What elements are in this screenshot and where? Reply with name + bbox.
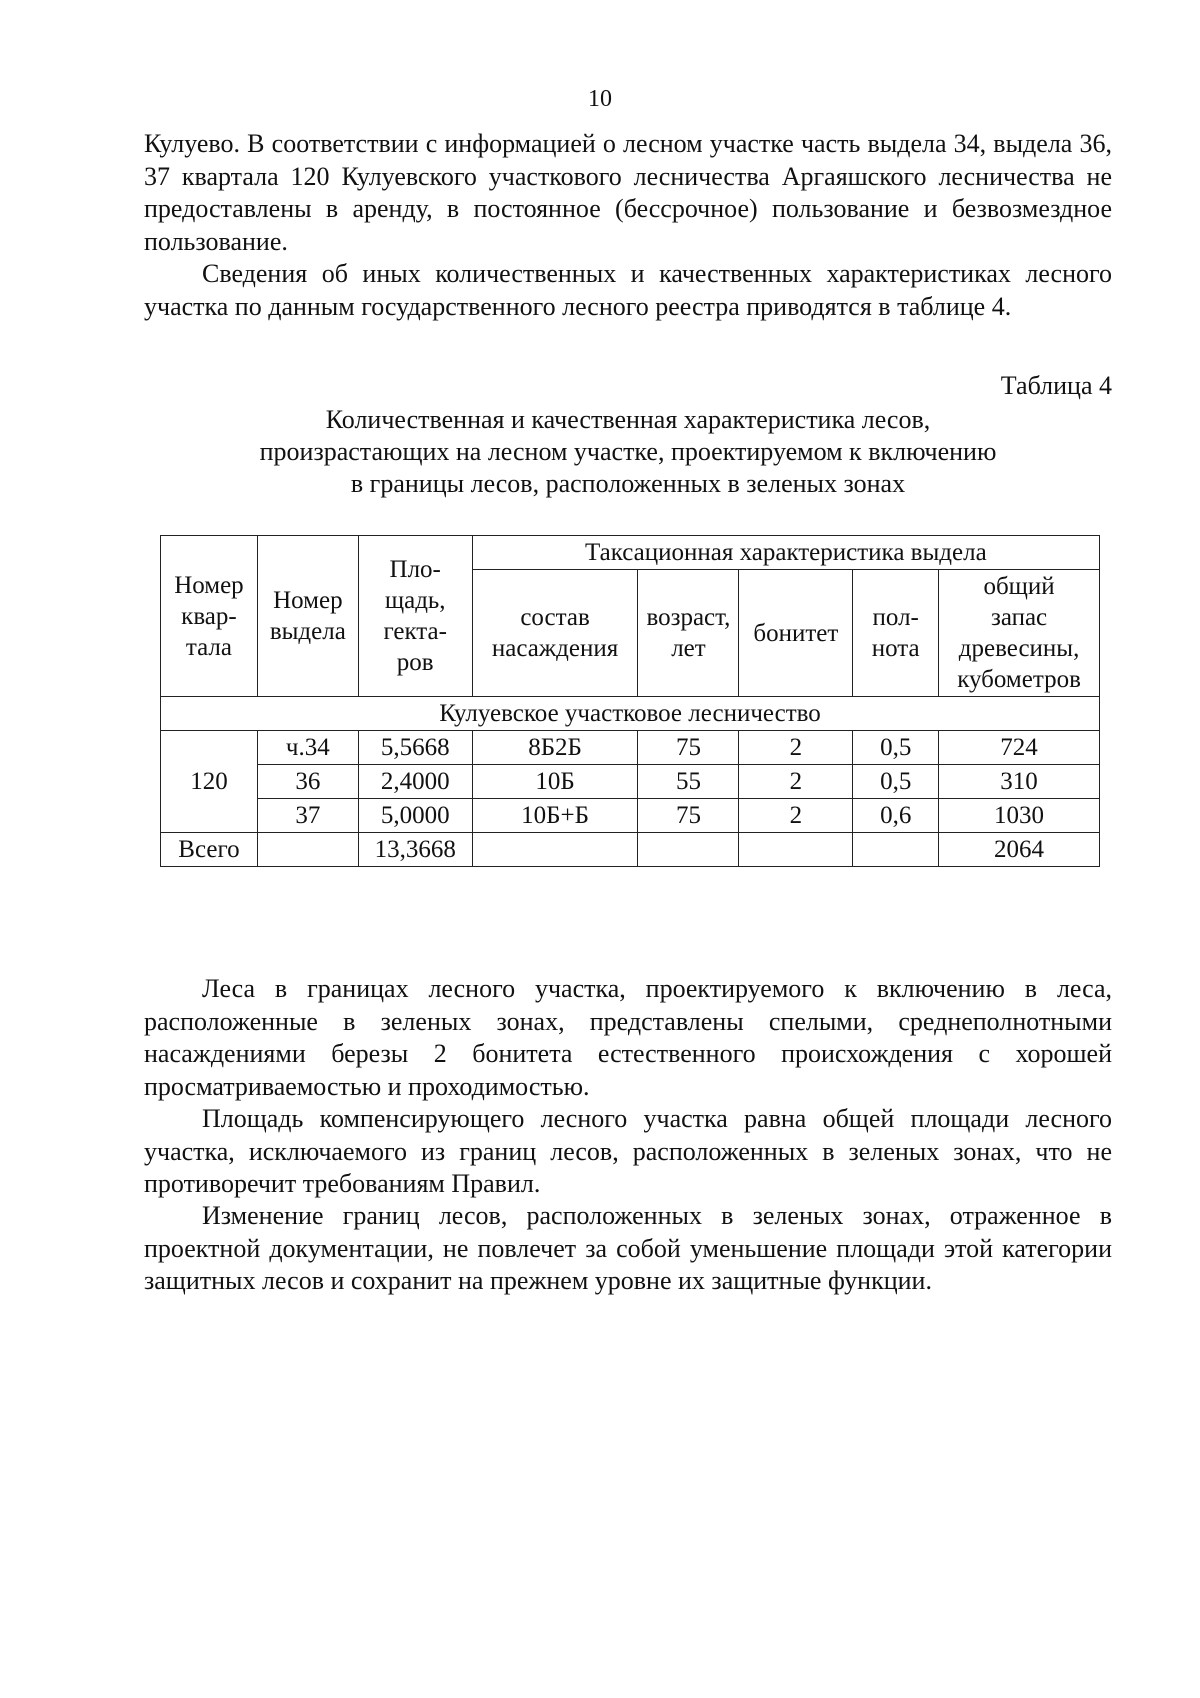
table-label: Таблица 4 [1000,371,1112,400]
total-stock-cell: 2064 [939,833,1100,867]
bonitet-cell: 2 [739,731,853,765]
composition-cell: 10Б [472,765,638,799]
header-age: возраст, лет [638,570,739,697]
header-density: пол- нота [853,570,939,697]
area-cell: 5,0000 [358,799,472,833]
table-caption-line: Количественная и качественная характеристика лесов, [325,405,931,434]
table-row [161,765,1100,799]
header-taxation-group: Таксационная характеристика выдела [472,536,1099,570]
paragraph-1: Кулуево. В соответствии с информацией о лесном участке часть выдела 34, выдела 36, 37 квартала 120 Кулуевского участкового лесничества Аргаяшского лесничества не предоставлены в аренду, в постоянное (бессрочное) пользование и безвозмездное пользование. [144,129,1112,256]
quarter-cell: 120 [161,731,258,833]
total-label-cell: Всего [161,833,258,867]
header-stock: общий запас древесины, кубометров [939,570,1100,697]
header-allotment-number: Номер выдела [257,536,358,697]
age-cell: 75 [638,799,739,833]
composition-cell: 10Б+Б [472,799,638,833]
paragraph-3: Леса в границах лесного участка, проектируемого к включению в леса, расположенные в зеленых зонах, представлены спелыми, среднеполнотными насаждениями березы 2 бонитета естественного происхождения с хорошей просматриваемостью и проходимостью. [144,974,1112,1101]
table-row [161,799,1100,833]
section-title: Кулуевское участковое лесничество [161,697,1100,731]
density-cell: 0,5 [853,731,939,765]
bonitet-cell: 2 [739,765,853,799]
stock-cell: 310 [939,765,1100,799]
paragraph-2: Сведения об иных количественных и качественных характеристиках лесного участка по данным государственного лесного реестра приводятся в таблице 4. [144,259,1112,321]
area-cell: 5,5668 [358,731,472,765]
stock-cell: 1030 [939,799,1100,833]
age-cell: 55 [638,765,739,799]
empty-cell [472,833,638,867]
header-bonitet: бонитет [739,570,853,697]
page-number: 10 [588,86,612,112]
header-area: Пло- щадь, гекта- ров [358,536,472,697]
empty-cell [257,833,358,867]
composition-cell: 8Б2Б [472,731,638,765]
empty-cell [739,833,853,867]
total-row [161,833,1100,867]
table-row [161,731,1100,765]
empty-cell [853,833,939,867]
bonitet-cell: 2 [739,799,853,833]
paragraph-4: Площадь компенсирующего лесного участка равна общей площади лесного участка, исключаемого из границ лесов, расположенных в зеленых зонах, что не противоречит требованиям Правил. [144,1104,1112,1198]
table-caption-line: в границы лесов, расположенных в зеленых зонах [350,469,906,498]
table-caption [144,404,1112,500]
paragraph-5: Изменение границ лесов, расположенных в зеленых зонах, отраженное в проектной документации, не повлечет за собой уменьшение площади этой категории защитных лесов и сохранит на прежнем уровне их защитные функции. [144,1201,1112,1295]
density-cell: 0,6 [853,799,939,833]
allotment-cell: ч.34 [257,731,358,765]
table-caption-line: произрастающих на лесном участке, проектируемом к включению [259,437,997,466]
area-cell: 2,4000 [358,765,472,799]
header-quarter-number: Номер квар- тала [161,536,258,697]
allotment-cell: 37 [257,799,358,833]
forest-characteristics-table [160,535,1100,867]
age-cell: 75 [638,731,739,765]
total-area-cell: 13,3668 [358,833,472,867]
empty-cell [638,833,739,867]
stock-cell: 724 [939,731,1100,765]
header-composition: состав насаждения [472,570,638,697]
allotment-cell: 36 [257,765,358,799]
density-cell: 0,5 [853,765,939,799]
